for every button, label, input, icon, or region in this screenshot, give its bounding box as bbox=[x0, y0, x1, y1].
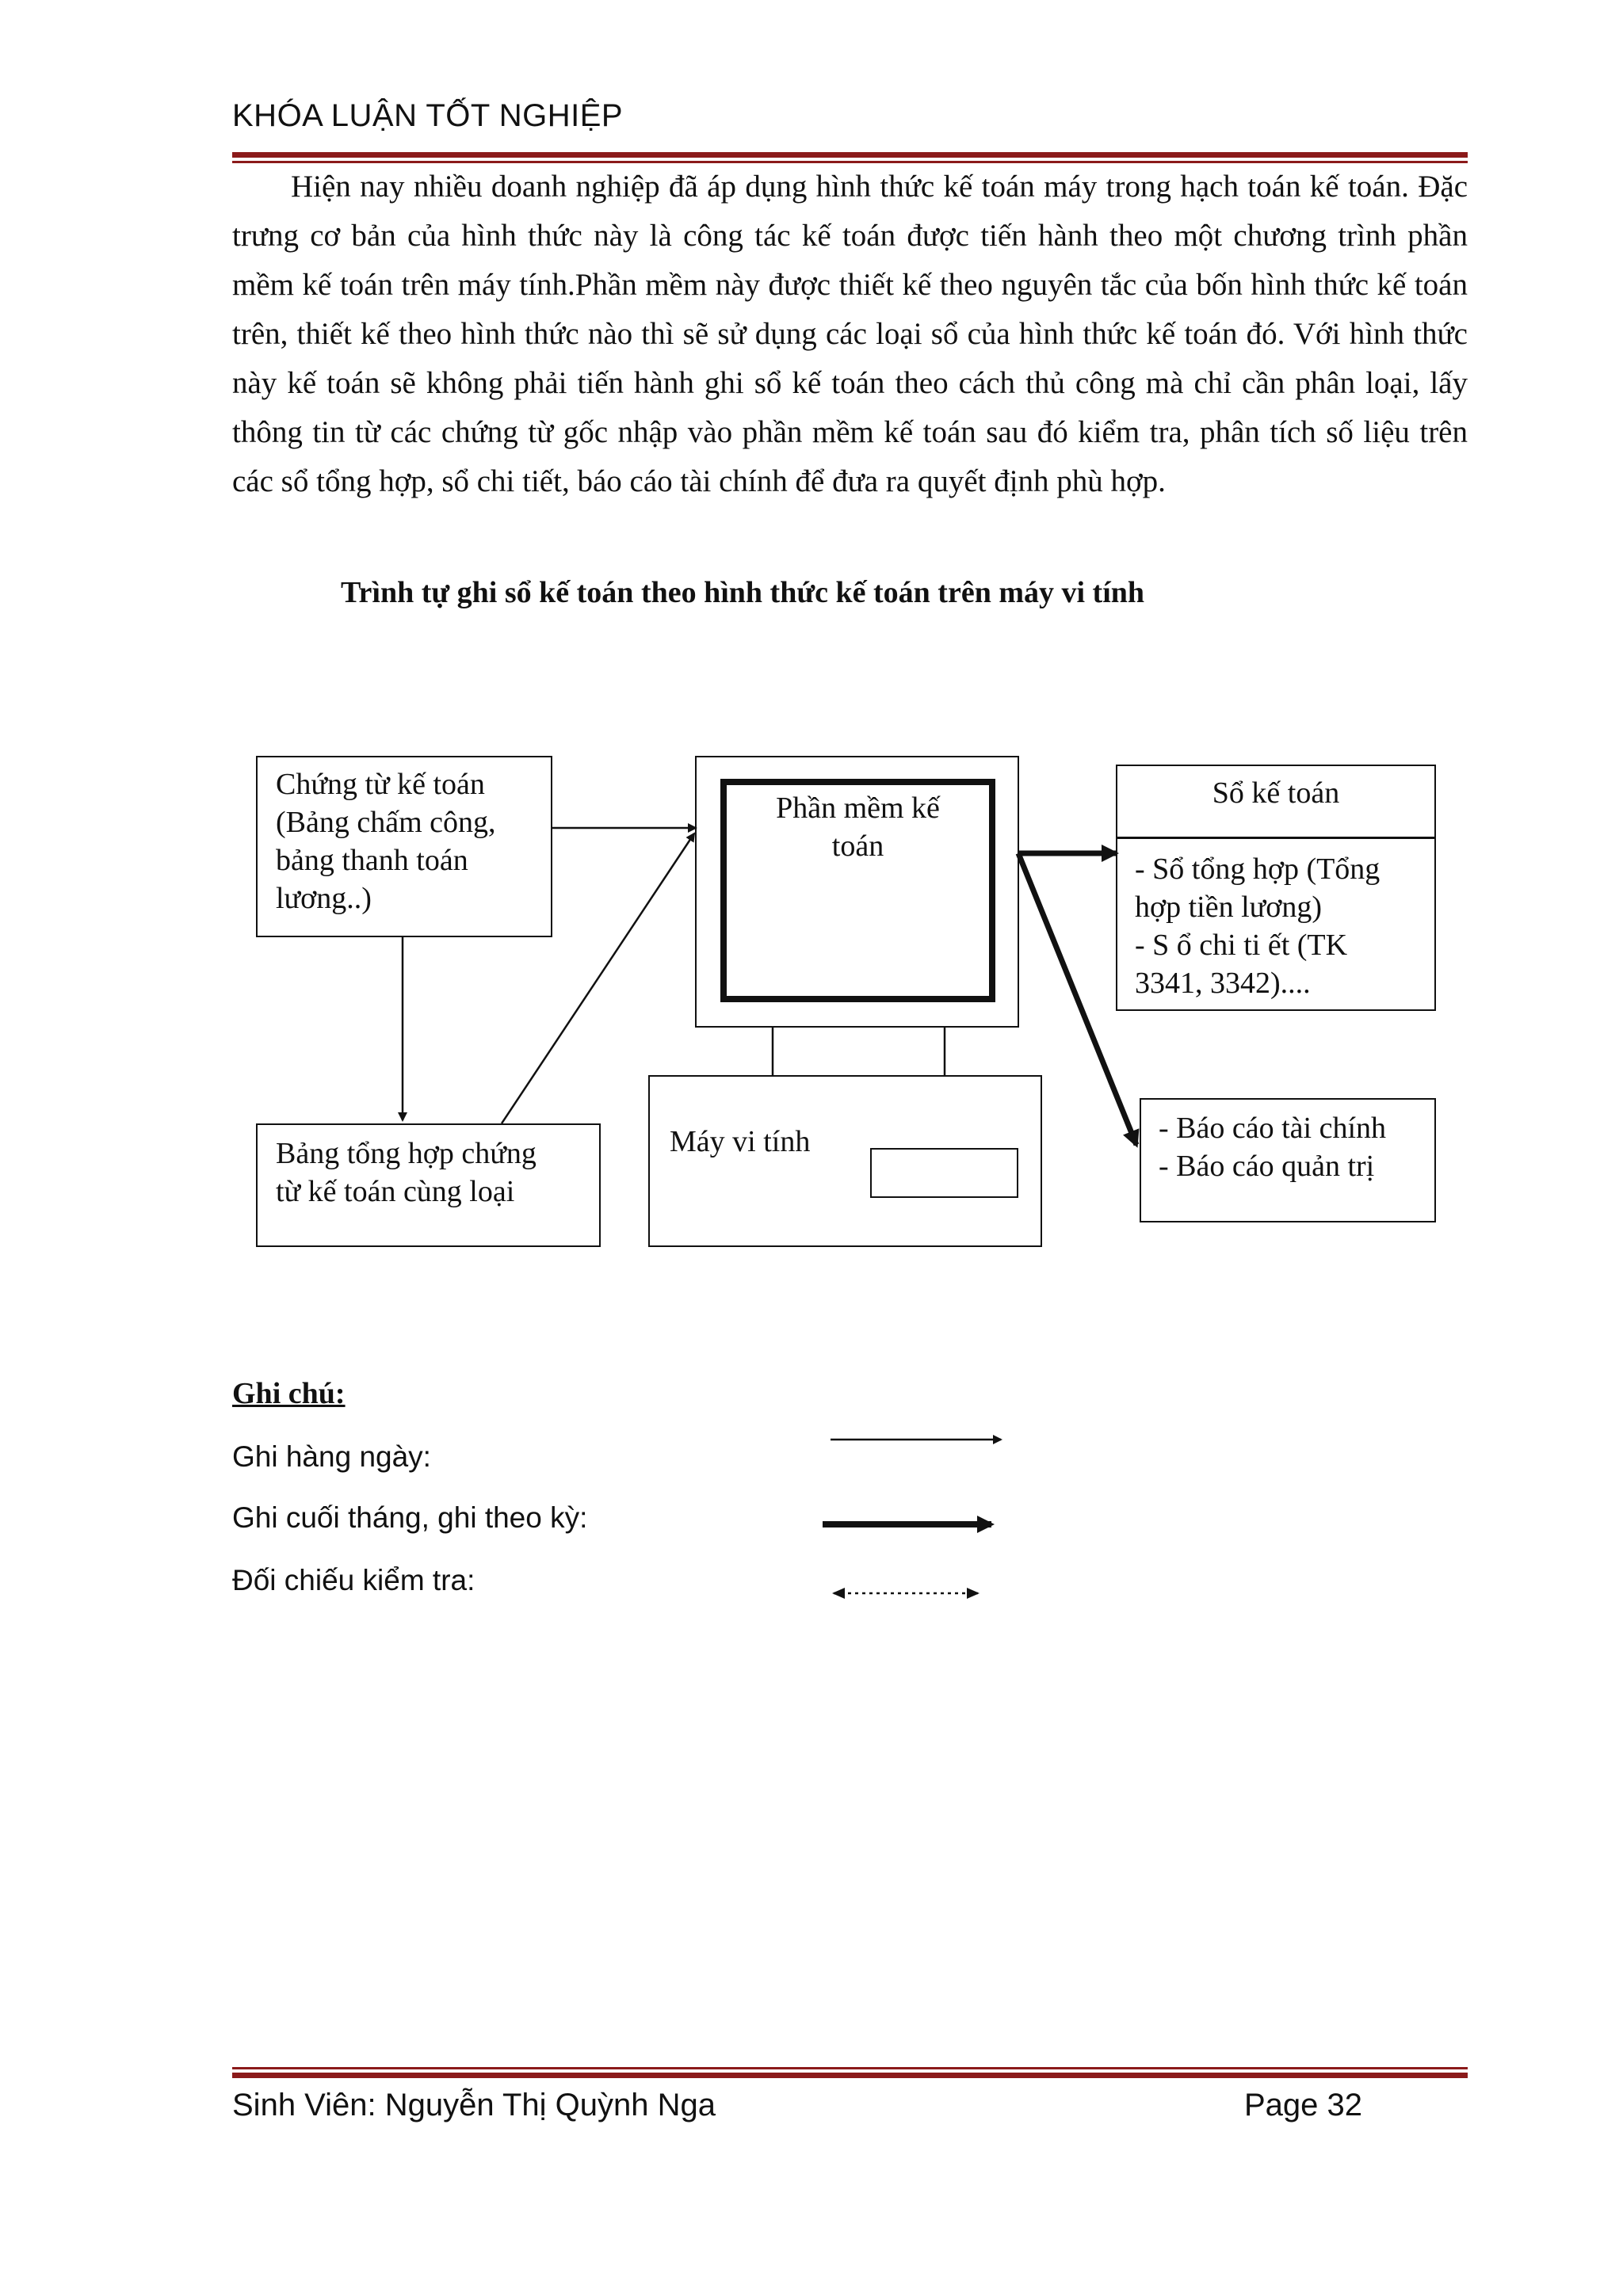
legend-period-label: Ghi cuối tháng, ghi theo kỳ: bbox=[232, 1501, 588, 1534]
chung-tu-line3: bảng thanh toán bbox=[276, 844, 468, 877]
bang-tong-hop-line1: Bảng tổng hợp chứng bbox=[276, 1137, 537, 1170]
footer-rule-thin bbox=[232, 2067, 1468, 2069]
footer-rule-thick bbox=[232, 2073, 1468, 2078]
bang-tong-hop-text bbox=[276, 1135, 537, 1211]
diagram-title: Trình tự ghi sổ kế toán theo hình thức kế toán trên máy vi tính bbox=[341, 576, 1145, 609]
bao-cao-line2: - Báo cáo quản trị bbox=[1159, 1150, 1375, 1183]
bao-cao-line1: - Báo cáo tài chính bbox=[1159, 1112, 1387, 1145]
bang-tong-hop-line2: từ kế toán cùng loại bbox=[276, 1175, 515, 1208]
so-ke-toan-body bbox=[1135, 850, 1380, 1002]
so-ke-toan-divider bbox=[1116, 837, 1436, 839]
footer-student: Sinh Viên: Nguyễn Thị Quỳnh Nga bbox=[232, 2088, 716, 2122]
chung-tu-line2: (Bảng chấm công, bbox=[276, 806, 496, 839]
so-ke-toan-line2: hợp tiền lương) bbox=[1135, 891, 1322, 924]
legend-title: Ghi chú: bbox=[232, 1377, 346, 1410]
legend-reconcile-label: Đối chiếu kiểm tra: bbox=[232, 1564, 475, 1596]
so-ke-toan-line4: 3341, 3342).... bbox=[1135, 967, 1311, 1000]
so-ke-toan-line1: - Sổ tổng hợp (Tổng bbox=[1135, 852, 1381, 886]
footer-page-number: Page 32 bbox=[1244, 2088, 1363, 2122]
software-line2: toán bbox=[831, 830, 884, 863]
chung-tu-line4: lương..) bbox=[276, 882, 372, 915]
disk-drive-slot bbox=[870, 1148, 1018, 1198]
body-paragraph: Hiện nay nhiều doanh nghiệp đã áp dụng hình thức kế toán máy trong hạch toán kế toán. Đặc trưng cơ bản của hình thức này là công tác kế toán được tiến hành theo một chương trình phần mềm kế toán trên máy tính.Phần mềm này được thiết kế theo nguyên tắc của bốn hình thức kế toán trên, thiết kế theo hình thức nào thì sẽ sử dụng các loại sổ của hình thức kế toán đó. Với hình thức này kế toán sẽ không phải tiến hành ghi sổ kế toán theo cách thủ công mà chỉ cần phân loại, lấy thông tin từ các chứng từ gốc nhập vào phần mềm kế toán sau đó kiểm tra, phân tích số liệu trên các sổ tổng hợp, sổ chi tiết, báo cáo tài chính để đưa ra quyết định phù hợp. bbox=[232, 170, 1468, 498]
legend-daily-label: Ghi hàng ngày: bbox=[232, 1440, 431, 1473]
software-line1: Phần mềm kế bbox=[776, 791, 940, 825]
chung-tu-text bbox=[276, 765, 496, 917]
so-ke-toan-line3: - S ổ chi ti ết (TK bbox=[1135, 929, 1348, 962]
chung-tu-line1: Chứng từ kế toán bbox=[276, 768, 485, 801]
computer-label: Máy vi tính bbox=[670, 1125, 811, 1158]
so-ke-toan-header: Sổ kế toán bbox=[1212, 776, 1340, 810]
software-text bbox=[720, 789, 995, 865]
bao-cao-text bbox=[1159, 1109, 1386, 1185]
header-title: KHÓA LUẬN TỐT NGHIỆP bbox=[232, 98, 624, 133]
